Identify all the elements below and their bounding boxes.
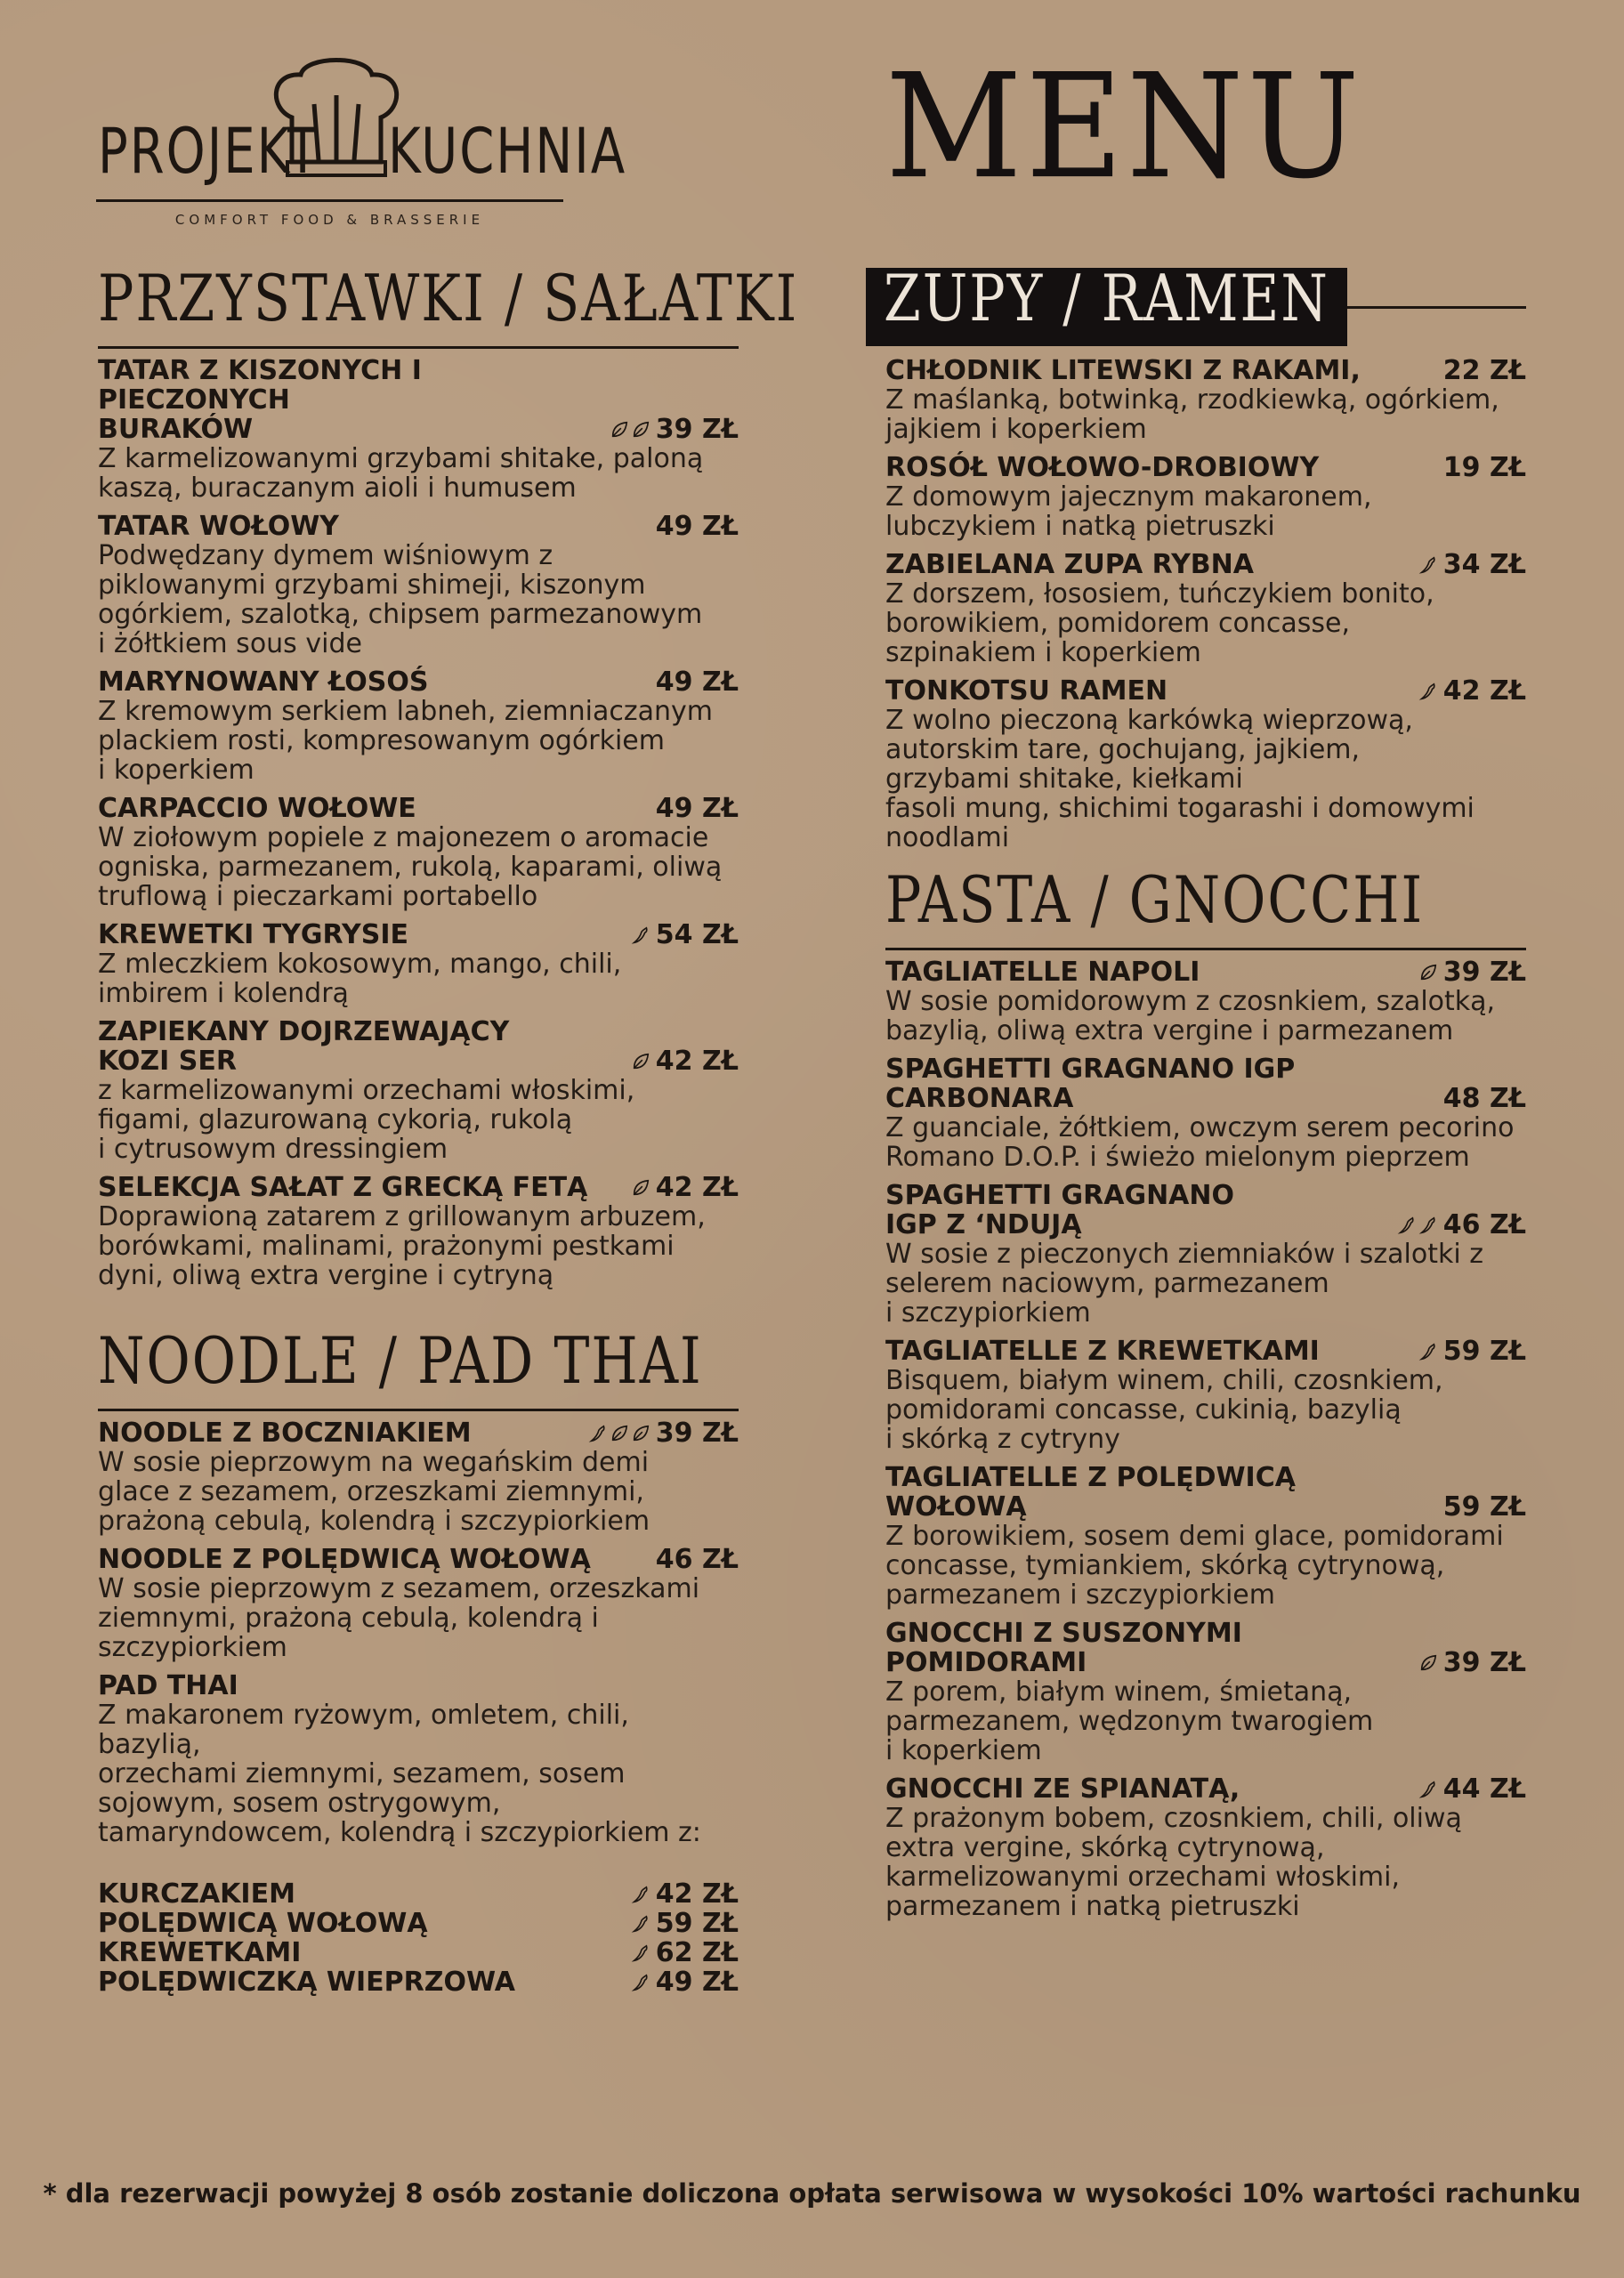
option-price-wrap (631, 1938, 739, 1967)
item-name: SELEKCJA SAŁAT Z GRECKĄ FETĄ (98, 1172, 588, 1203)
menu-item (885, 550, 1526, 667)
section-header-noodle (98, 1324, 739, 1410)
item-price: 19 ZŁ (1442, 452, 1526, 483)
diet-icons (1418, 962, 1440, 987)
item-name: CARPACCIO WOŁOWE (98, 793, 416, 824)
item-header (885, 1774, 1526, 1804)
item-price: 42 ZŁ (655, 1046, 739, 1077)
chili-icon (1418, 554, 1440, 576)
menu-item (98, 1545, 739, 1662)
menu-item (98, 667, 739, 785)
item-name: TONKOTSU RAMEN (885, 675, 1168, 707)
chili-icon (1418, 1215, 1440, 1236)
item-description: Z makaronem ryżowym, omletem, chili, bazylią, orzechami ziemnymi, sezamem, sosem sojowym, sosem ostrygowym, tamaryndowcem, kolendrą i szczypiorkiem z: (98, 1700, 701, 1848)
item-header (98, 512, 739, 541)
item-header (98, 1418, 739, 1448)
chili-icon (631, 1913, 652, 1935)
leaf-icon (610, 419, 631, 440)
item-name: GNOCCHI Z SUSZONYMI POMIDORAMI (885, 1618, 1242, 1678)
item-price-wrap (1418, 676, 1526, 706)
option-price: 42 ZŁ (655, 1878, 739, 1910)
item-name: TAGLIATELLE Z POLĘDWICĄ WOŁOWĄ (885, 1462, 1296, 1523)
item-price: 22 ZŁ (1442, 355, 1526, 386)
item-header (98, 794, 739, 823)
soups-list (885, 356, 1526, 852)
leaf-icon (1418, 1652, 1440, 1674)
diet-icons (1397, 1215, 1440, 1240)
menu-item (885, 1054, 1526, 1172)
item-header (885, 550, 1526, 579)
option-name: KURCZAKIEM (98, 1878, 295, 1910)
item-name: TATAR WOŁOWY (98, 511, 340, 542)
leaf-icon (610, 1423, 631, 1444)
chili-icon (588, 1423, 610, 1444)
option-price-wrap (631, 1909, 739, 1938)
item-description: Z prażonym bobem, czosnkiem, chili, oliwą extra vergine, skórką cytrynową, karmelizowanymi orzechami włoskimi, parmezanem i natką pietruszki (885, 1803, 1462, 1922)
item-description: W sosie pieprzowym na wegańskim demi glace z sezamem, orzeszkami ziemnymi, prażoną cebulą, kolendrą i szczypiorkiem (98, 1447, 650, 1537)
chili-icon (1418, 681, 1440, 702)
item-price-wrap (1418, 1648, 1526, 1677)
item-price-wrap (1443, 453, 1526, 482)
item-price-wrap (1418, 550, 1526, 579)
item-header (98, 667, 739, 697)
menu-item (98, 1017, 739, 1164)
pad-thai-option (98, 1879, 739, 1909)
diet-icons (631, 1177, 652, 1202)
section-title: PRZYSTAWKI / SAŁATKI (98, 262, 799, 336)
item-description: z karmelizowanymi orzechami włoskimi, figami, glazurowaną cykorią, rukolą i cytrusowym dressingiem (98, 1075, 635, 1165)
item-description: Z domowym jajecznym makaronem, lubczykiem i natką pietruszki (885, 481, 1372, 542)
item-header (885, 453, 1526, 482)
section-header-soups (866, 262, 1526, 347)
diet-icons (631, 1943, 652, 1967)
option-price: 59 ZŁ (655, 1908, 739, 1939)
item-description: Podwędzany dymem wiśniowym z piklowanymi grzybami shimeji, kiszonym ogórkiem, szalotką, chipsem parmezanowym i żółtkiem sous vide (98, 540, 703, 659)
pad-thai-option (98, 1909, 739, 1938)
option-price: 62 ZŁ (655, 1937, 739, 1968)
item-name: MARYNOWANY ŁOSOŚ (98, 666, 429, 698)
menu-item (98, 356, 739, 503)
item-price-wrap (610, 415, 739, 444)
item-price-wrap (1418, 957, 1526, 987)
item-name: ZABIELANA ZUPA RYBNA (885, 549, 1254, 580)
chili-icon (1418, 1341, 1440, 1362)
chili-icon (631, 1884, 652, 1905)
item-description: W sosie pieprzowym z sezamem, orzeszkami ziemnymi, prażoną cebulą, kolendrą i szczypiorkiem (98, 1573, 700, 1663)
menu-item (885, 957, 1526, 1046)
section-header-pasta (885, 863, 1526, 949)
item-name: SPAGHETTI GRAGNANO IGP CARBONARA (885, 1054, 1296, 1114)
section-rule (1347, 306, 1526, 309)
chili-icon (631, 1972, 652, 1993)
leaf-icon (631, 419, 652, 440)
logo-word-right: KUCHNIA (388, 116, 627, 189)
item-price: 39 ZŁ (655, 1418, 739, 1449)
menu-title: MENU (885, 44, 1363, 211)
menu-item (885, 453, 1526, 541)
diet-icons (1418, 1779, 1440, 1804)
menu-item (98, 1173, 739, 1290)
logo-word-left: PROJEKT (98, 116, 320, 189)
item-description: Z borowikiem, sosem demi glace, pomidorami concasse, tymiankiem, skórką cytrynową, parmezanem i szczypiorkiem (885, 1521, 1504, 1611)
item-price-wrap (631, 1046, 739, 1076)
item-price: 44 ZŁ (1442, 1773, 1526, 1805)
section-underline (98, 1409, 739, 1411)
item-price: 42 ZŁ (1442, 675, 1526, 707)
item-header (98, 1671, 739, 1700)
item-price-wrap (1418, 1774, 1526, 1804)
item-header (98, 920, 739, 949)
pasta-list (885, 957, 1526, 1921)
item-header (98, 1545, 739, 1574)
menu-item (98, 1671, 739, 1847)
item-description: W sosie pomidorowym z czosnkiem, szalotką, bazylią, oliwą extra vergine i parmezanem (885, 986, 1496, 1046)
diet-icons (588, 1423, 652, 1448)
item-description: Z kremowym serkiem labneh, ziemniaczanym plackiem rosti, kompresowanym ogórkiem i koperkiem (98, 696, 713, 786)
leaf-icon (631, 1177, 652, 1199)
pad-thai-option (98, 1967, 739, 1997)
item-header (885, 356, 1526, 385)
menu-item (885, 1337, 1526, 1454)
diet-icons (631, 1051, 652, 1076)
chili-icon (1397, 1215, 1418, 1236)
menu-item (98, 794, 739, 911)
logo (96, 55, 627, 233)
leaf-icon (631, 1051, 652, 1072)
item-name: TAGLIATELLE NAPOLI (885, 957, 1200, 988)
menu-item (885, 356, 1526, 444)
section-title: PASTA / GNOCCHI (885, 863, 1425, 938)
chili-icon (631, 925, 652, 946)
pad-thai-option (98, 1938, 739, 1967)
section-underline (98, 346, 739, 349)
diet-icons (631, 1972, 652, 1997)
item-price: 34 ZŁ (1442, 549, 1526, 580)
item-description: Doprawioną zatarem z grillowanym arbuzem, borówkami, malinami, prażonymi pestkami dyni, oliwą extra vergine i cytryną (98, 1201, 706, 1291)
item-name: KREWETKI TYGRYSIE (98, 919, 408, 950)
menu-item (98, 1418, 739, 1536)
menu-item (98, 920, 739, 1008)
item-description: Z mleczkiem kokosowym, mango, chili, imbirem i kolendrą (98, 949, 622, 1009)
item-name: PAD THAI (98, 1670, 238, 1701)
item-name: NOODLE Z BOCZNIAKIEM (98, 1418, 472, 1449)
item-description: Z maślanką, botwinką, rzodkiewką, ogórkiem, jajkiem i koperkiem (885, 384, 1499, 445)
item-price-wrap (1443, 1084, 1526, 1113)
item-header (885, 1337, 1526, 1366)
option-name: POLĘDWICZKĄ WIEPRZOWA (98, 1967, 515, 1998)
item-price: 39 ZŁ (1442, 957, 1526, 988)
item-price-wrap (1397, 1210, 1526, 1240)
diet-icons (631, 1913, 652, 1938)
menu-item (885, 1619, 1526, 1765)
item-name: ZAPIEKANY DOJRZEWAJĄCY KOZI SER (98, 1016, 510, 1077)
item-header (885, 1463, 1526, 1522)
item-description: Z porem, białym winem, śmietaną, parmezanem, wędzonym twarogiem i koperkiem (885, 1676, 1374, 1766)
option-price: 49 ZŁ (655, 1967, 739, 1998)
option-price-wrap (631, 1879, 739, 1909)
item-header (885, 1181, 1526, 1240)
item-price-wrap (656, 667, 739, 697)
diet-icons (1418, 681, 1440, 706)
diet-icons (1418, 1652, 1440, 1677)
item-description: Bisquem, białym winem, chili, czosnkiem, pomidorami concasse, cukinią, bazylią i skórką z cytryny (885, 1365, 1443, 1455)
leaf-icon (631, 1423, 652, 1444)
item-header (885, 1619, 1526, 1677)
item-name: CHŁODNIK LITEWSKI Z RAKAMI, (885, 355, 1361, 386)
item-description: Z karmelizowanymi grzybami shitake, paloną kaszą, buraczanym aioli i humusem (98, 443, 704, 504)
item-price-wrap (656, 1545, 739, 1574)
menu-item (885, 1463, 1526, 1610)
item-description: Z wolno pieczoną karkówką wieprzową, autorskim tare, gochujang, jajkiem, grzybami shitake, kiełkami fasoli mung, shichimi togarashi i domowymi noodlami (885, 705, 1475, 853)
item-name: TATAR Z KISZONYCH I PIECZONYCH BURAKÓW (98, 355, 422, 445)
noodle-list (98, 1418, 739, 1847)
item-price-wrap (656, 794, 739, 823)
option-name: KREWETKAMI (98, 1937, 302, 1968)
logo-underline (96, 199, 563, 202)
diet-icons (631, 1884, 652, 1909)
item-price: 46 ZŁ (1442, 1209, 1526, 1240)
item-header (885, 676, 1526, 706)
item-name: SPAGHETTI GRAGNANO IGP Z ‘NDUJĄ (885, 1180, 1235, 1240)
right-column (884, 262, 1526, 1922)
chili-icon (1418, 1779, 1440, 1800)
item-header (885, 1054, 1526, 1113)
item-price: 59 ZŁ (1442, 1491, 1526, 1523)
section-title: NOODLE / PAD THAI (98, 1324, 703, 1399)
menu-item (885, 1774, 1526, 1921)
item-price-wrap (631, 1173, 739, 1202)
item-price-wrap (1443, 356, 1526, 385)
item-price-wrap (656, 512, 739, 541)
service-charge-note: * dla rezerwacji powyżej 8 osób zostanie doliczona opłata serwisowa w wysokości 10% wartości rachunku (43, 2178, 1581, 2209)
item-price: 49 ZŁ (655, 793, 739, 824)
item-price: 54 ZŁ (655, 919, 739, 950)
item-price-wrap (1443, 1492, 1526, 1522)
diet-icons (631, 925, 652, 949)
pad-thai-options (98, 1879, 739, 1997)
item-name: ROSÓŁ WOŁOWO-DROBIOWY (885, 452, 1320, 483)
item-price-wrap (631, 920, 739, 949)
item-price: 48 ZŁ (1442, 1083, 1526, 1114)
chili-icon (631, 1943, 652, 1964)
option-name: POLĘDWICĄ WOŁOWĄ (98, 1908, 428, 1939)
leaf-icon (1418, 962, 1440, 983)
item-price: 39 ZŁ (1442, 1647, 1526, 1678)
logo-tagline: COMFORT FOOD & BRASSERIE (174, 212, 485, 228)
item-description: W sosie z pieczonych ziemniaków i szalotki z selerem naciowym, parmezanem i szczypiorkiem (885, 1239, 1483, 1329)
option-price-wrap (631, 1967, 739, 1997)
item-price-wrap (1418, 1337, 1526, 1366)
menu-item (885, 676, 1526, 852)
section-title: ZUPY / RAMEN (884, 262, 1329, 337)
section-header-starters (98, 262, 799, 347)
item-header (98, 1017, 739, 1076)
menu-item (885, 1181, 1526, 1328)
item-description: Z guanciale, żółtkiem, owczym serem pecorino Romano D.O.P. i świeżo mielonym pieprzem (885, 1112, 1515, 1173)
section-underline (885, 948, 1526, 950)
item-price: 39 ZŁ (655, 414, 739, 445)
diet-icons (1418, 554, 1440, 579)
item-name: NOODLE Z POLĘDWICĄ WOŁOWĄ (98, 1544, 591, 1575)
diet-icons (1418, 1341, 1440, 1366)
item-price-wrap (588, 1418, 739, 1448)
item-price: 42 ZŁ (655, 1172, 739, 1203)
menu-item (98, 512, 739, 658)
left-column (98, 262, 799, 1998)
item-price: 59 ZŁ (1442, 1336, 1526, 1367)
item-description: Z dorszem, łososiem, tuńczykiem bonito, borowikiem, pomidorem concasse, szpinakiem i koperkiem (885, 578, 1434, 668)
starters-list (98, 356, 739, 1290)
item-header (885, 957, 1526, 987)
item-price: 49 ZŁ (655, 666, 739, 698)
diet-icons (610, 419, 652, 444)
item-name: TAGLIATELLE Z KREWETKAMI (885, 1336, 1320, 1367)
item-price: 49 ZŁ (655, 511, 739, 542)
item-header (98, 1173, 739, 1202)
item-name: GNOCCHI ZE SPIANATĄ, (885, 1773, 1240, 1805)
section-title-box (866, 262, 1347, 346)
item-description: W ziołowym popiele z majonezem o aromacie ogniska, parmezanem, rukolą, kaparami, oliwą truflową i pieczarkami portabello (98, 822, 723, 912)
item-price: 46 ZŁ (655, 1544, 739, 1575)
item-header (98, 356, 739, 444)
